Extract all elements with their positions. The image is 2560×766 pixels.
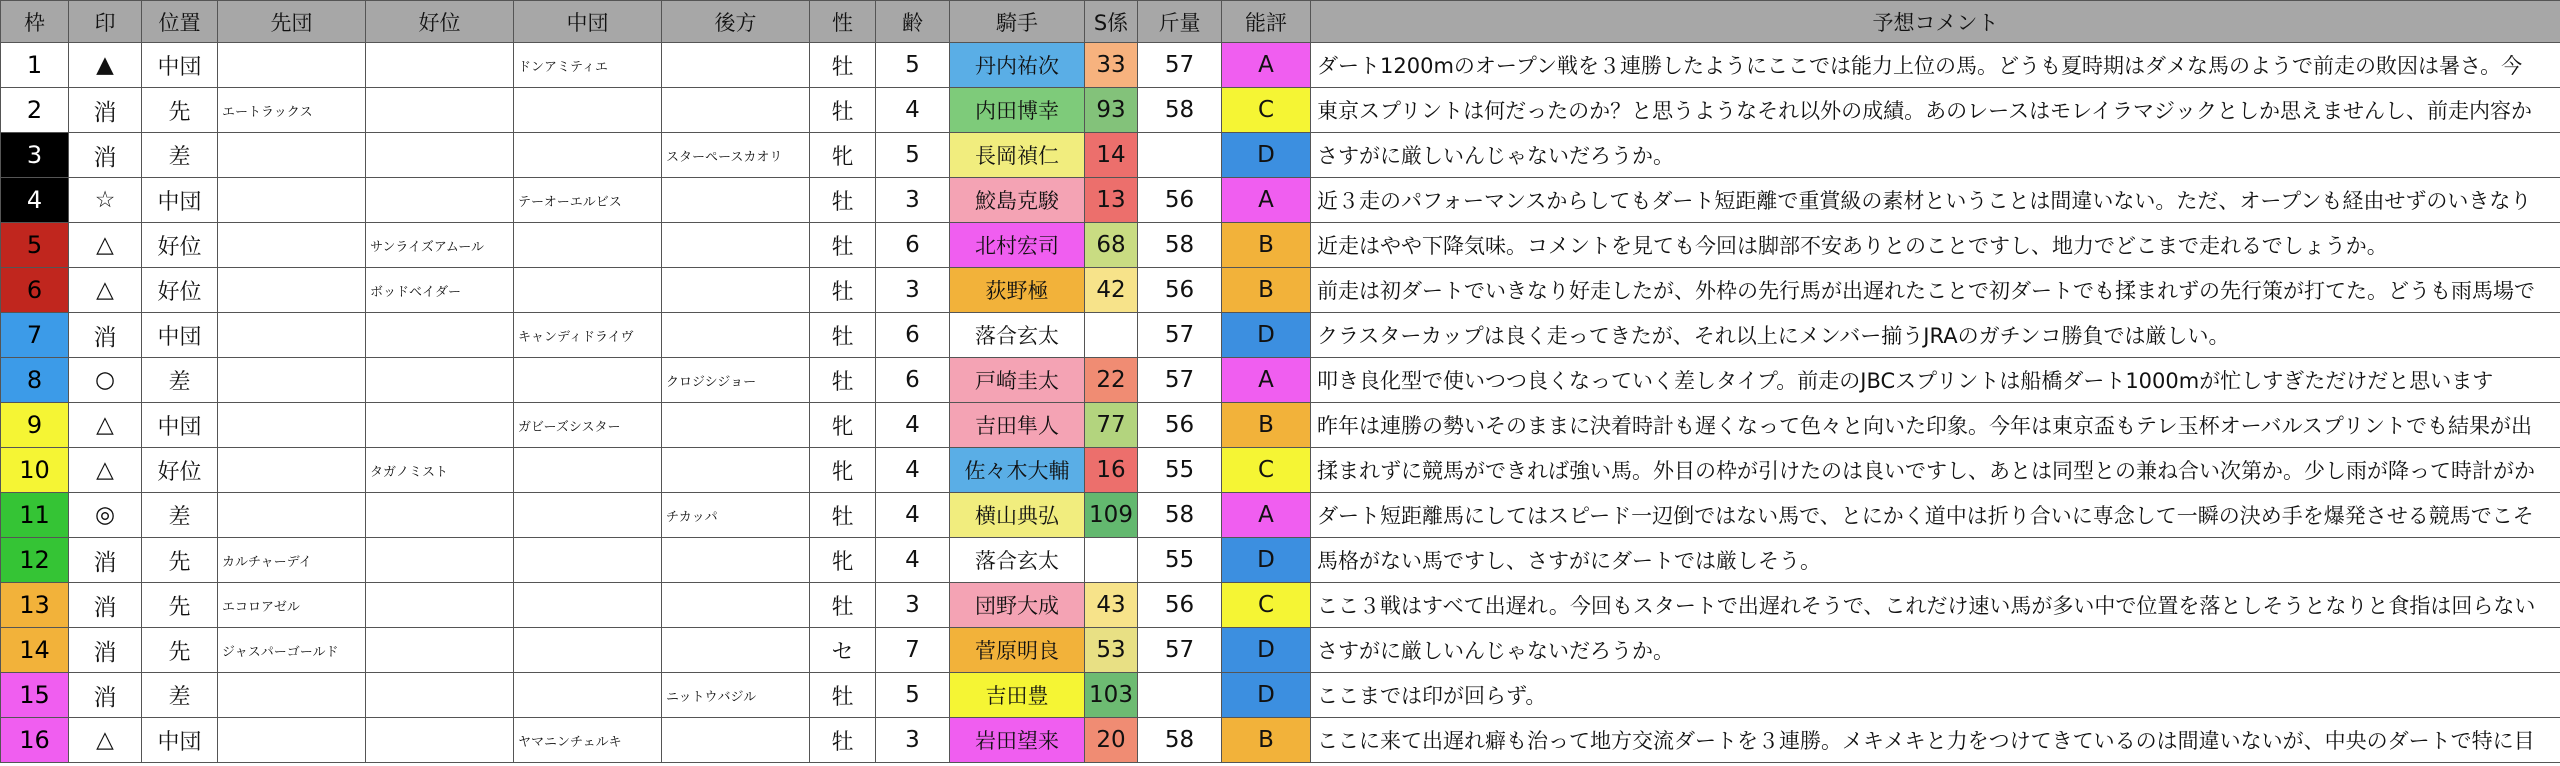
comment-cell: ここ３戦はすべて出遅れ。今回もスタートで出遅れそうで、これだけ速い馬が多い中で位置を落としそうとなりと食指は回らない <box>1311 583 2560 628</box>
koui-cell: ボッドベイダー <box>366 268 514 313</box>
rating-cell: A <box>1222 43 1311 88</box>
chudan-cell <box>514 448 662 493</box>
age-cell: 5 <box>876 673 950 718</box>
koho-cell: スターペースカオリ <box>662 133 810 178</box>
position-cell: 中団 <box>142 178 218 223</box>
header-cell-weight: 斤量 <box>1138 1 1222 43</box>
mark-cell: △ <box>69 268 142 313</box>
s-coef-cell: 43 <box>1085 583 1138 628</box>
sex-cell: 牡 <box>810 718 876 763</box>
weight-cell: 56 <box>1138 583 1222 628</box>
chudan-cell <box>514 268 662 313</box>
position-cell: 中団 <box>142 718 218 763</box>
sex-cell: 牝 <box>810 403 876 448</box>
table-row <box>1 448 2560 493</box>
rating-cell: B <box>1222 223 1311 268</box>
age-cell: 6 <box>876 313 950 358</box>
age-cell: 5 <box>876 43 950 88</box>
header-cell-chudan: 中団 <box>514 1 662 43</box>
comment-cell: ここに来て出遅れ癖も治って地方交流ダートを３連勝。メキメキと力をつけてきているのは間違いないが、中央のダートで特に目 <box>1311 718 2560 763</box>
waku-cell: 3 <box>1 133 69 178</box>
s-coef-cell: 33 <box>1085 43 1138 88</box>
s-coef-cell: 77 <box>1085 403 1138 448</box>
sendan-cell <box>218 178 366 223</box>
weight-cell: 55 <box>1138 538 1222 583</box>
chudan-cell: ガビーズシスター <box>514 403 662 448</box>
weight-cell: 57 <box>1138 313 1222 358</box>
comment-cell: 近走はやや下降気味。コメントを見ても今回は脚部不安ありとのことですし、地力でどこまで走れるでしょうか。 <box>1311 223 2560 268</box>
mark-cell: 消 <box>69 628 142 673</box>
s-coef-cell: 68 <box>1085 223 1138 268</box>
header-cell-koui: 好位 <box>366 1 514 43</box>
waku-cell: 13 <box>1 583 69 628</box>
mark-cell: △ <box>69 448 142 493</box>
jockey-cell: 落合玄太 <box>950 538 1085 583</box>
weight-cell: 57 <box>1138 628 1222 673</box>
waku-cell: 11 <box>1 493 69 538</box>
waku-cell: 7 <box>1 313 69 358</box>
waku-cell: 10 <box>1 448 69 493</box>
sex-cell: 牡 <box>810 268 876 313</box>
koui-cell <box>366 403 514 448</box>
weight-cell: 57 <box>1138 43 1222 88</box>
rating-cell: D <box>1222 313 1311 358</box>
comment-cell: 東京スプリントは何だったのか？と思うようなそれ以外の成績。あのレースはモレイラマジックとしか思えませんし、前走内容か <box>1311 88 2560 133</box>
sex-cell: 牡 <box>810 358 876 403</box>
chudan-cell <box>514 538 662 583</box>
sendan-cell: エコロアゼル <box>218 583 366 628</box>
koho-cell: ニットウバジル <box>662 673 810 718</box>
jockey-cell: 団野大成 <box>950 583 1085 628</box>
header-cell-position: 位置 <box>142 1 218 43</box>
s-coef-cell: 16 <box>1085 448 1138 493</box>
rating-cell: C <box>1222 583 1311 628</box>
age-cell: 3 <box>876 268 950 313</box>
sendan-cell <box>218 493 366 538</box>
rating-cell: C <box>1222 88 1311 133</box>
position-cell: 先 <box>142 538 218 583</box>
position-cell: 中団 <box>142 43 218 88</box>
koho-cell <box>662 178 810 223</box>
chudan-cell: キャンディドライヴ <box>514 313 662 358</box>
s-coef-cell: 53 <box>1085 628 1138 673</box>
comment-cell: 近３走のパフォーマンスからしてもダート短距離で重賞級の素材ということは間違いない。ただ、オープンも経由せずのいきなり <box>1311 178 2560 223</box>
sendan-cell <box>218 133 366 178</box>
jockey-cell: 北村宏司 <box>950 223 1085 268</box>
koho-cell <box>662 88 810 133</box>
table-row <box>1 43 2560 88</box>
koui-cell <box>366 493 514 538</box>
comment-cell: さすがに厳しいんじゃないだろうか。 <box>1311 133 2560 178</box>
koui-cell <box>366 628 514 673</box>
weight-cell: 58 <box>1138 88 1222 133</box>
sex-cell: 牝 <box>810 133 876 178</box>
koho-cell: チカッパ <box>662 493 810 538</box>
weight-cell: 56 <box>1138 178 1222 223</box>
mark-cell: △ <box>69 403 142 448</box>
jockey-cell: 岩田望来 <box>950 718 1085 763</box>
table-row <box>1 313 2560 358</box>
weight-cell: 56 <box>1138 403 1222 448</box>
mark-cell: ○ <box>69 358 142 403</box>
position-cell: 中団 <box>142 313 218 358</box>
waku-cell: 5 <box>1 223 69 268</box>
header-row <box>1 1 2560 43</box>
weight-cell: 56 <box>1138 268 1222 313</box>
rating-cell: D <box>1222 628 1311 673</box>
table-row <box>1 403 2560 448</box>
waku-cell: 8 <box>1 358 69 403</box>
age-cell: 3 <box>876 718 950 763</box>
jockey-cell: 内田博幸 <box>950 88 1085 133</box>
waku-cell: 1 <box>1 43 69 88</box>
table-row <box>1 268 2560 313</box>
table-row <box>1 718 2560 763</box>
koho-cell <box>662 718 810 763</box>
s-coef-cell <box>1085 313 1138 358</box>
waku-cell: 15 <box>1 673 69 718</box>
jockey-cell: 長岡禎仁 <box>950 133 1085 178</box>
jockey-cell: 吉田隼人 <box>950 403 1085 448</box>
comment-cell: ダート短距離馬にしてはスピード一辺倒ではない馬で、とにかく道中は折り合いに専念して一瞬の決め手を爆発させる競馬でこそ <box>1311 493 2560 538</box>
s-coef-cell <box>1085 538 1138 583</box>
koho-cell: クロジシジョー <box>662 358 810 403</box>
mark-cell: 消 <box>69 583 142 628</box>
koho-cell <box>662 43 810 88</box>
koho-cell <box>662 538 810 583</box>
sendan-cell <box>218 268 366 313</box>
sendan-cell <box>218 43 366 88</box>
koui-cell <box>366 178 514 223</box>
sex-cell: 牡 <box>810 223 876 268</box>
comment-cell: クラスターカップは良く走ってきたが、それ以上にメンバー揃うJRAのガチンコ勝負では厳しい。 <box>1311 313 2560 358</box>
jockey-cell: 菅原明良 <box>950 628 1085 673</box>
s-coef-cell: 93 <box>1085 88 1138 133</box>
chudan-cell <box>514 88 662 133</box>
rating-cell: A <box>1222 178 1311 223</box>
sendan-cell <box>218 718 366 763</box>
header-cell-age: 齢 <box>876 1 950 43</box>
mark-cell: 消 <box>69 673 142 718</box>
table-row <box>1 178 2560 223</box>
jockey-cell: 荻野極 <box>950 268 1085 313</box>
jockey-cell: 落合玄太 <box>950 313 1085 358</box>
header-cell-sex: 性 <box>810 1 876 43</box>
koui-cell <box>366 43 514 88</box>
age-cell: 3 <box>876 178 950 223</box>
sendan-cell: エートラックス <box>218 88 366 133</box>
rating-cell: B <box>1222 268 1311 313</box>
age-cell: 4 <box>876 448 950 493</box>
header-cell-koho: 後方 <box>662 1 810 43</box>
chudan-cell <box>514 358 662 403</box>
weight-cell <box>1138 673 1222 718</box>
chudan-cell <box>514 133 662 178</box>
table-row <box>1 223 2560 268</box>
sex-cell: 牡 <box>810 673 876 718</box>
age-cell: 4 <box>876 88 950 133</box>
header-cell-comment: 予想コメント <box>1311 1 2560 43</box>
koho-cell <box>662 268 810 313</box>
waku-cell: 4 <box>1 178 69 223</box>
comment-cell: 馬格がない馬ですし、さすがにダートでは厳しそう。 <box>1311 538 2560 583</box>
comment-cell: ここまでは印が回らず。 <box>1311 673 2560 718</box>
mark-cell: ▲ <box>69 43 142 88</box>
waku-cell: 2 <box>1 88 69 133</box>
mark-cell: 消 <box>69 313 142 358</box>
position-cell: 差 <box>142 133 218 178</box>
s-coef-cell: 14 <box>1085 133 1138 178</box>
table-row <box>1 358 2560 403</box>
weight-cell: 58 <box>1138 718 1222 763</box>
header-cell-rating: 能評 <box>1222 1 1311 43</box>
age-cell: 7 <box>876 628 950 673</box>
age-cell: 5 <box>876 133 950 178</box>
jockey-cell: 横山典弘 <box>950 493 1085 538</box>
sex-cell: 牡 <box>810 43 876 88</box>
sex-cell: 牝 <box>810 448 876 493</box>
age-cell: 4 <box>876 538 950 583</box>
sex-cell: 牝 <box>810 538 876 583</box>
koui-cell <box>366 313 514 358</box>
sex-cell: 牡 <box>810 583 876 628</box>
sex-cell: 牡 <box>810 313 876 358</box>
chudan-cell <box>514 493 662 538</box>
koho-cell <box>662 448 810 493</box>
sendan-cell <box>218 313 366 358</box>
waku-cell: 9 <box>1 403 69 448</box>
waku-cell: 16 <box>1 718 69 763</box>
mark-cell: 消 <box>69 88 142 133</box>
table-row <box>1 88 2560 133</box>
chudan-cell <box>514 628 662 673</box>
waku-cell: 6 <box>1 268 69 313</box>
table-row <box>1 628 2560 673</box>
rating-cell: B <box>1222 718 1311 763</box>
waku-cell: 12 <box>1 538 69 583</box>
table-row <box>1 583 2560 628</box>
koho-cell <box>662 628 810 673</box>
age-cell: 4 <box>876 403 950 448</box>
rating-cell: A <box>1222 493 1311 538</box>
weight-cell: 58 <box>1138 493 1222 538</box>
koho-cell <box>662 583 810 628</box>
table-row <box>1 133 2560 178</box>
header-cell-jockey: 騎手 <box>950 1 1085 43</box>
sendan-cell <box>218 358 366 403</box>
age-cell: 6 <box>876 223 950 268</box>
sendan-cell <box>218 403 366 448</box>
weight-cell: 57 <box>1138 358 1222 403</box>
sendan-cell: カルチャーデイ <box>218 538 366 583</box>
jockey-cell: 鮫島克駿 <box>950 178 1085 223</box>
s-coef-cell: 13 <box>1085 178 1138 223</box>
jockey-cell: 丹内祐次 <box>950 43 1085 88</box>
sendan-cell <box>218 673 366 718</box>
table-row <box>1 673 2560 718</box>
mark-cell: 消 <box>69 133 142 178</box>
comment-cell: 昨年は連勝の勢いそのままに決着時計も遅くなって色々と向いた印象。今年は東京盃もテレ玉杯オーバルスプリントでも結果が出 <box>1311 403 2560 448</box>
position-cell: 中団 <box>142 403 218 448</box>
s-coef-cell: 20 <box>1085 718 1138 763</box>
koui-cell <box>366 583 514 628</box>
jockey-cell: 戸崎圭太 <box>950 358 1085 403</box>
sex-cell: セ <box>810 628 876 673</box>
koui-cell <box>366 133 514 178</box>
sendan-cell <box>218 448 366 493</box>
sendan-cell <box>218 223 366 268</box>
header-cell-s-coef: S係 <box>1085 1 1138 43</box>
comment-cell: さすがに厳しいんじゃないだろうか。 <box>1311 628 2560 673</box>
koui-cell: タガノミスト <box>366 448 514 493</box>
weight-cell <box>1138 133 1222 178</box>
chudan-cell <box>514 583 662 628</box>
koui-cell <box>366 718 514 763</box>
sex-cell: 牡 <box>810 493 876 538</box>
chudan-cell: ドンアミティエ <box>514 43 662 88</box>
age-cell: 4 <box>876 493 950 538</box>
weight-cell: 58 <box>1138 223 1222 268</box>
table-row <box>1 538 2560 583</box>
age-cell: 6 <box>876 358 950 403</box>
header-cell-waku: 枠 <box>1 1 69 43</box>
age-cell: 3 <box>876 583 950 628</box>
chudan-cell <box>514 673 662 718</box>
koui-cell <box>366 538 514 583</box>
position-cell: 先 <box>142 88 218 133</box>
chudan-cell: ヤマニンチェルキ <box>514 718 662 763</box>
position-cell: 好位 <box>142 268 218 313</box>
position-cell: 差 <box>142 358 218 403</box>
koui-cell <box>366 88 514 133</box>
waku-cell: 14 <box>1 628 69 673</box>
mark-cell: △ <box>69 223 142 268</box>
s-coef-cell: 22 <box>1085 358 1138 403</box>
koho-cell <box>662 403 810 448</box>
header-cell-sendan: 先団 <box>218 1 366 43</box>
comment-cell: 前走は初ダートでいきなり好走したが、外枠の先行馬が出遅れたことで初ダートでも揉まれずの先行策が打てた。どうも雨馬場で <box>1311 268 2560 313</box>
rating-cell: C <box>1222 448 1311 493</box>
koho-cell <box>662 313 810 358</box>
sendan-cell: ジャスパーゴールド <box>218 628 366 673</box>
position-cell: 先 <box>142 583 218 628</box>
mark-cell: △ <box>69 718 142 763</box>
sex-cell: 牡 <box>810 178 876 223</box>
sex-cell: 牡 <box>810 88 876 133</box>
s-coef-cell: 103 <box>1085 673 1138 718</box>
comment-cell: 叩き良化型で使いつつ良くなっていく差しタイプ。前走のJBCスプリントは船橋ダート1000mが忙しすぎただけだと思います <box>1311 358 2560 403</box>
table-row <box>1 493 2560 538</box>
koho-cell <box>662 223 810 268</box>
mark-cell: ◎ <box>69 493 142 538</box>
jockey-cell: 佐々木大輔 <box>950 448 1085 493</box>
koui-cell: サンライズアムール <box>366 223 514 268</box>
rating-cell: D <box>1222 538 1311 583</box>
s-coef-cell: 109 <box>1085 493 1138 538</box>
position-cell: 好位 <box>142 223 218 268</box>
mark-cell: ☆ <box>69 178 142 223</box>
chudan-cell: テーオーエルビス <box>514 178 662 223</box>
comment-cell: 揉まれずに競馬ができれば強い馬。外目の枠が引けたのは良いですし、あとは同型との兼ね合い次第か。少し雨が降って時計がか <box>1311 448 2560 493</box>
position-cell: 好位 <box>142 448 218 493</box>
s-coef-cell: 42 <box>1085 268 1138 313</box>
rating-cell: B <box>1222 403 1311 448</box>
position-cell: 差 <box>142 673 218 718</box>
position-cell: 先 <box>142 628 218 673</box>
position-cell: 差 <box>142 493 218 538</box>
chudan-cell <box>514 223 662 268</box>
mark-cell: 消 <box>69 538 142 583</box>
koui-cell <box>366 673 514 718</box>
header-cell-mark: 印 <box>69 1 142 43</box>
koui-cell <box>366 358 514 403</box>
rating-cell: A <box>1222 358 1311 403</box>
comment-cell: ダート1200mのオープン戦を３連勝したようにここでは能力上位の馬。どうも夏時期はダメな馬のようで前走の敗因は暑さ。今 <box>1311 43 2560 88</box>
rating-cell: D <box>1222 133 1311 178</box>
weight-cell: 55 <box>1138 448 1222 493</box>
jockey-cell: 吉田豊 <box>950 673 1085 718</box>
rating-cell: D <box>1222 673 1311 718</box>
